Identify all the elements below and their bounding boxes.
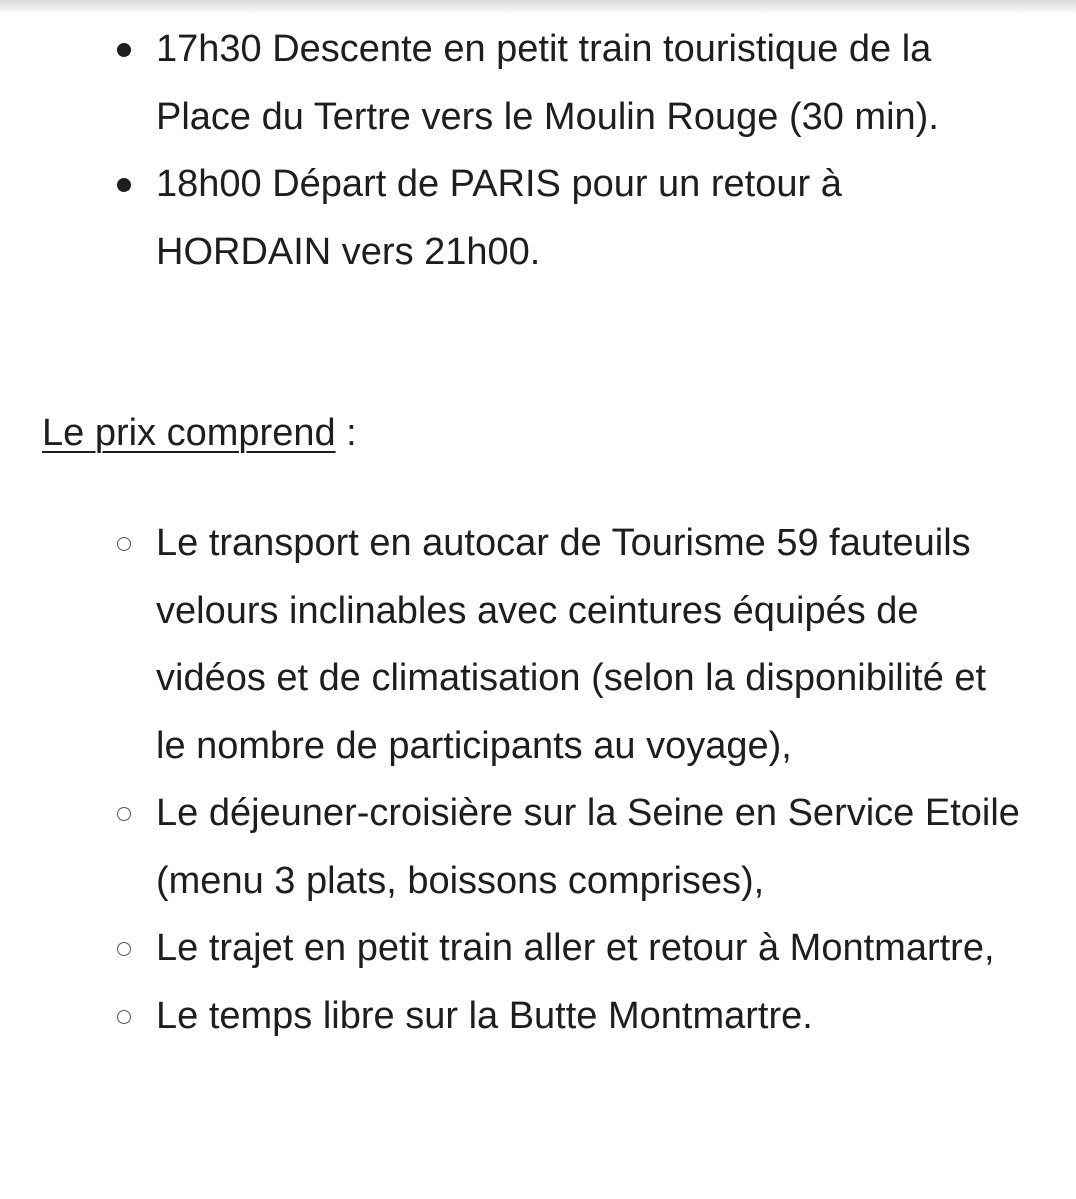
price-item: Le trajet en petit train aller et retour à Montmartre, [0,915,1026,983]
price-heading-colon: : [335,412,357,454]
price-item: Le temps libre sur la Butte Montmartre. [0,983,1026,1051]
schedule-list [0,16,1026,286]
schedule-item: 17h30 Descente en petit train touristique de la Place du Tertre vers le Moulin Rouge (30 min). [0,16,1026,151]
price-heading [42,400,357,468]
schedule-item: 18h00 Départ de PARIS pour un retour à HORDAIN vers 21h00. [0,151,1026,286]
price-item: Le transport en autocar de Tourisme 59 fauteuils velours inclinables avec ceintures équipés de vidéos et de climatisation (selon la disponibilité et le nombre de participants au voyage), [0,510,1026,780]
top-shadow [0,0,1076,14]
price-heading-text: Le prix comprend [42,412,336,454]
price-includes-list [0,510,1026,1050]
price-item: Le déjeuner-croisière sur la Seine en Service Etoile (menu 3 plats, boissons comprises), [0,780,1026,915]
